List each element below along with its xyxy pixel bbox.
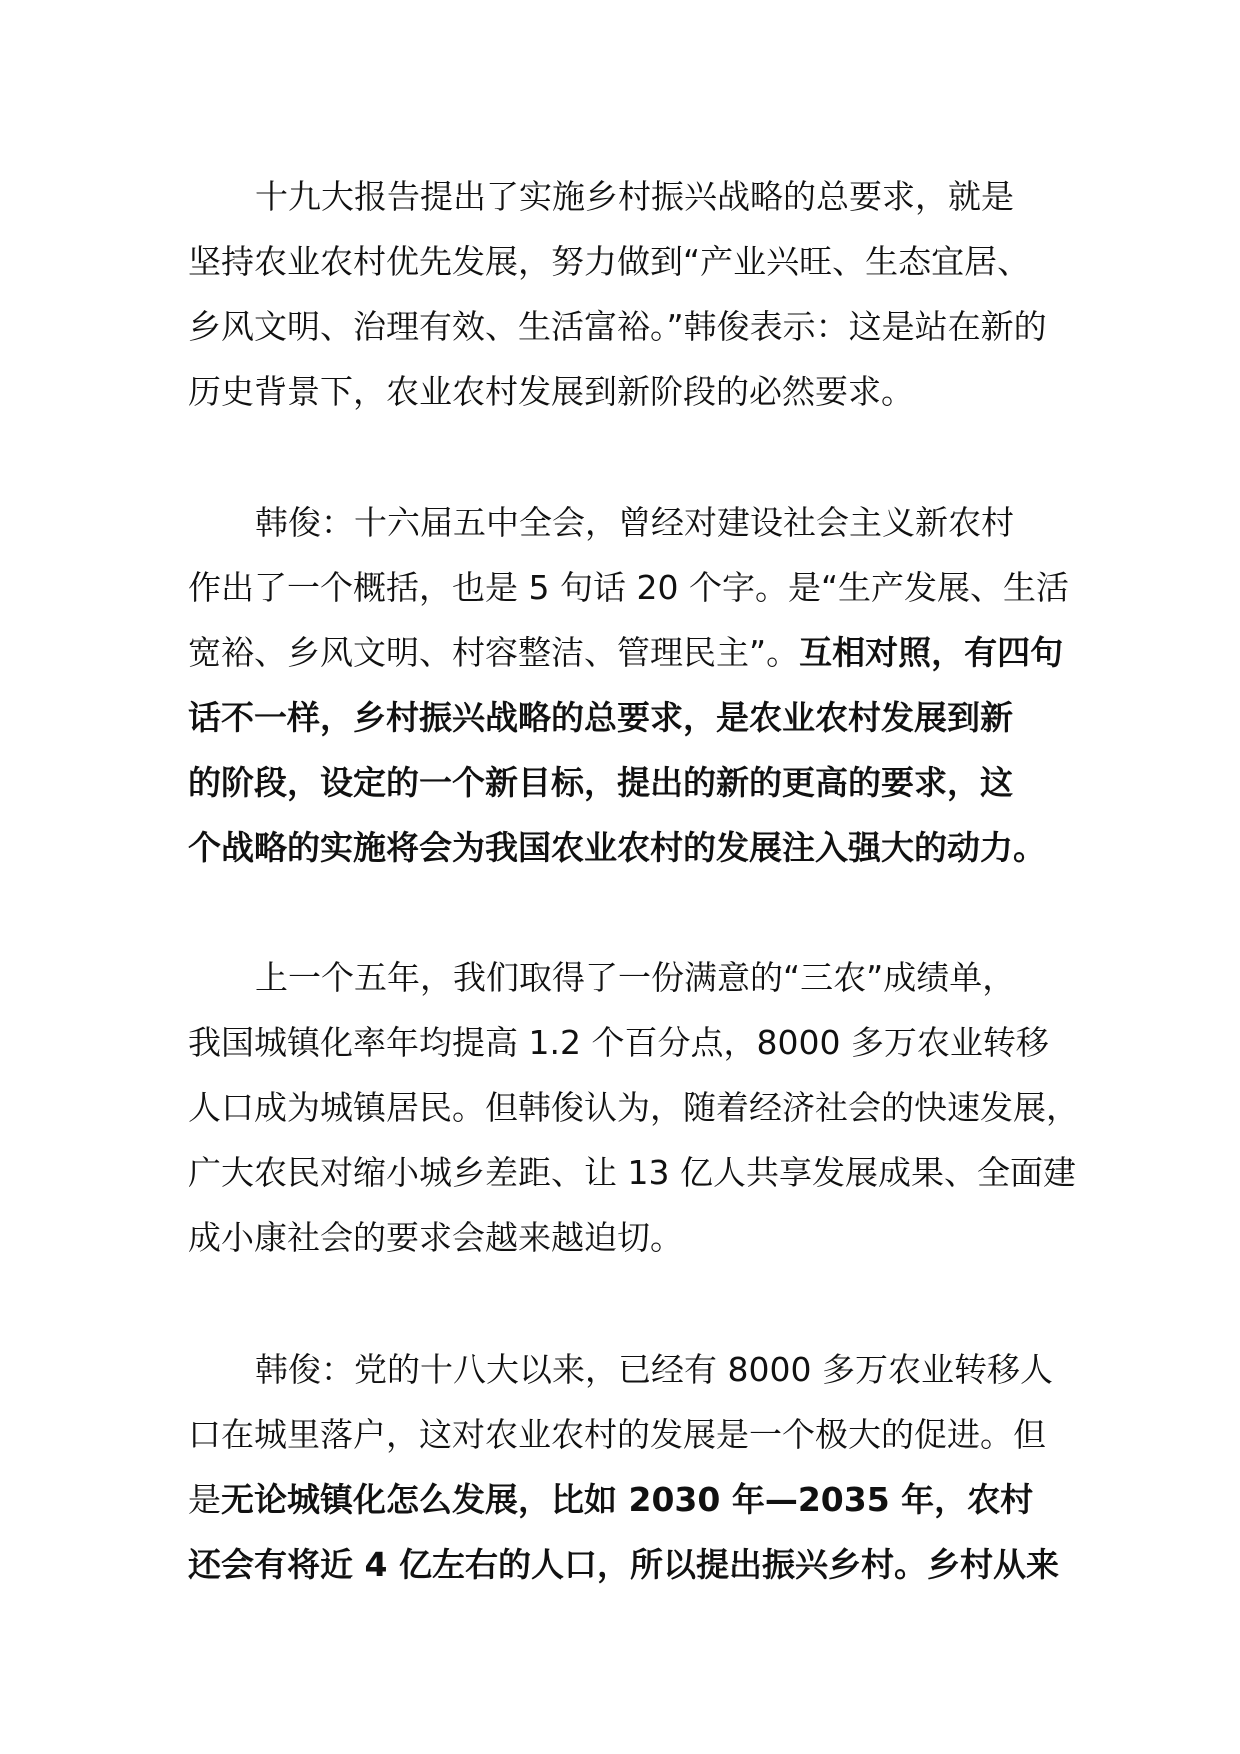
paragraph-1 (188, 164, 1088, 424)
bold-text: 还会有将近 4 亿左右的人口，所以提出振兴乡村。乡村从来 (188, 1545, 1059, 1584)
text-line (188, 1140, 1088, 1205)
text-line (188, 555, 1088, 620)
body-text: 成小康社会的要求会越来越迫切。 (188, 1218, 683, 1257)
body-text: 坚持农业农村优先发展，努力做到“产业兴旺、生态宜居、 (188, 242, 1031, 281)
bold-text: 话不一样，乡村振兴战略的总要求，是农业农村发展到新 (188, 698, 1013, 737)
text-line (188, 1205, 1088, 1270)
body-text: 十九大报告提出了实施乡村振兴战略的总要求，就是 (255, 177, 1014, 216)
text-line (188, 945, 1088, 1010)
bold-text: 个战略的实施将会为我国农业农村的发展注入强大的动力。 (188, 828, 1046, 867)
body-text: 上一个五年，我们取得了一份满意的“三农”成绩单， (255, 958, 1016, 997)
text-line (188, 1532, 1088, 1597)
body-text: 口在城里落户，这对农业农村的发展是一个极大的促进。但 (188, 1415, 1046, 1454)
text-line (188, 490, 1088, 555)
text-line (188, 1010, 1088, 1075)
body-text: 作出了一个概括，也是 5 句话 20 个字。是“生产发展、生活 (188, 568, 1070, 607)
text-line (188, 750, 1088, 815)
body-text: 我国城镇化率年均提高 1.2 个百分点，8000 多万农业转移 (188, 1023, 1049, 1062)
text-line (188, 164, 1088, 229)
bold-text: 互相对照，有四句 (799, 633, 1064, 672)
text-line (188, 685, 1088, 750)
body-text: 韩俊：十六届五中全会，曾经对建设社会主义新农村 (255, 503, 1014, 542)
text-line (188, 620, 1088, 685)
text-line (188, 1075, 1088, 1140)
paragraph-4 (188, 1337, 1088, 1597)
text-line (188, 1467, 1088, 1532)
text-line (188, 815, 1088, 880)
paragraph-2 (188, 490, 1088, 880)
body-text: 是 (188, 1480, 221, 1519)
body-text: 韩俊：党的十八大以来，已经有 8000 多万农业转移人 (255, 1350, 1053, 1389)
text-line (188, 229, 1088, 294)
body-text: 宽裕、乡风文明、村容整洁、管理民主”。 (188, 633, 800, 672)
paragraph-3 (188, 945, 1088, 1270)
body-text: 人口成为城镇居民。但韩俊认为，随着经济社会的快速发展， (188, 1088, 1079, 1127)
body-text: 乡风文明、治理有效、生活富裕。”韩俊表示：这是站在新的 (188, 307, 1047, 346)
body-text: 历史背景下，农业农村发展到新阶段的必然要求。 (188, 372, 914, 411)
bold-text: 无论城镇化怎么发展，比如 2030 年—2035 年，农村 (221, 1480, 1034, 1519)
text-line (188, 1402, 1088, 1467)
text-line (188, 1337, 1088, 1402)
text-line (188, 359, 1088, 424)
text-line (188, 294, 1088, 359)
body-text: 广大农民对缩小城乡差距、让 13 亿人共享发展成果、全面建 (188, 1153, 1076, 1192)
bold-text: 的阶段，设定的一个新目标，提出的新的更高的要求，这 (188, 763, 1013, 802)
